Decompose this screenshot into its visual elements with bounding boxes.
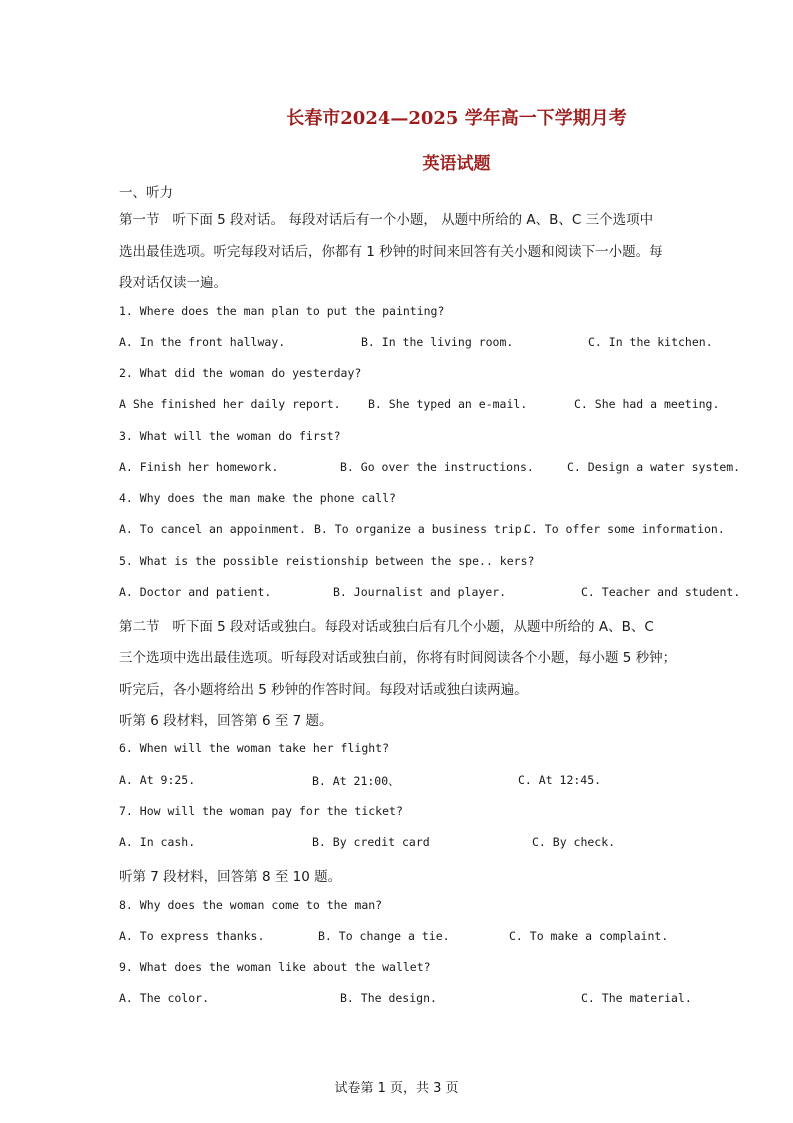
- question-3: 3. What will the woman do first?: [119, 429, 341, 443]
- option-4a: A. To cancel an appoinment.: [119, 522, 306, 536]
- material-6-label: 听第 6 段材料，回答第 6 至 7 题。: [119, 713, 333, 729]
- question-8: 8. Why does the woman come to the man?: [119, 898, 383, 912]
- option-7c: C. By check.: [532, 835, 616, 849]
- section1-instruction-line: 段对话仅读一遍。: [119, 275, 227, 291]
- question-4: 4. Why does the man make the phone call?: [119, 491, 396, 505]
- question-2: 2. What did the woman do yesterday?: [119, 366, 362, 380]
- option-3a: A. Finish her homework.: [119, 460, 279, 474]
- option-2a: A She finished her daily report.: [119, 397, 341, 411]
- option-9b: B. The design.: [340, 991, 437, 1005]
- material-7-label: 听第 7 段材料，回答第 8 至 10 题。: [119, 869, 342, 885]
- section2-instruction-line: 三个选项中选出最佳选项。听每段对话或独白前，你将有时间阅读各个小题，每小题 5 秒钟；: [119, 650, 677, 666]
- section1-instruction-line: 第一节 听下面 5 段对话。 每段对话后有一个小题， 从题中所给的 A、B、C 三个选项中: [119, 212, 654, 228]
- option-7b: B. By credit card: [312, 835, 430, 849]
- question-5: 5. What is the possible reistionship between the spe.. kers?: [119, 554, 535, 568]
- option-7a: A. In cash.: [119, 835, 196, 849]
- option-2b: B. She typed an e-mail.: [368, 397, 528, 411]
- option-1a: A. In the front hallway.: [119, 335, 286, 349]
- option-3b: B. Go over the instructions.: [340, 460, 534, 474]
- option-9c: C. The material.: [581, 991, 692, 1005]
- section2-instruction-line: 第二节 听下面 5 段对话或独白。每段对话或独白后有几个小题，从题中所给的 A、B、C: [119, 619, 654, 635]
- option-6b: B. At 21:00、: [312, 774, 400, 788]
- option-2c: C. She had a meeting.: [574, 397, 720, 411]
- option-6c: C. At 12:45.: [518, 773, 602, 787]
- option-8a: A. To express thanks.: [119, 929, 265, 943]
- section-heading-listening: 一、听力: [119, 185, 173, 201]
- page-footer: 试卷第 1 页，共 3 页: [334, 1081, 459, 1096]
- section2-instruction-line: 听完后，各小题将给出 5 秒钟的作答时间。每段对话或独白读两遍。: [119, 682, 528, 698]
- exam-title: 长春市2024—2025 学年高一下学期月考: [286, 108, 627, 129]
- option-3c: C. Design a water system.: [567, 460, 741, 474]
- option-5c: C. Teacher and student.: [581, 585, 741, 599]
- exam-subtitle: 英语试题: [422, 154, 491, 174]
- option-4c: C. To offer some information.: [524, 522, 725, 536]
- question-9: 9. What does the woman like about the wallet?: [119, 960, 431, 974]
- option-4b: B. To organize a business trip.: [314, 522, 529, 536]
- question-7: 7. How will the woman pay for the ticket?: [119, 804, 403, 818]
- option-5b: B. Journalist and player.: [333, 585, 507, 599]
- option-8b: B. To change a tie.: [318, 929, 450, 943]
- option-8c: C. To make a complaint.: [509, 929, 669, 943]
- question-6: 6. When will the woman take her flight?: [119, 741, 390, 755]
- option-6a: A. At 9:25.: [119, 773, 196, 787]
- option-1c: C. In the kitchen.: [588, 335, 713, 349]
- question-1: 1. Where does the man plan to put the painting?: [119, 304, 445, 318]
- option-9a: A. The color.: [119, 991, 210, 1005]
- option-5a: A. Doctor and patient.: [119, 585, 272, 599]
- option-1b: B. In the living room.: [361, 335, 514, 349]
- section1-instruction-line: 选出最佳选项。听完每段对话后，你都有 1 秒钟的时间来回答有关小题和阅读下一小题。每: [119, 244, 663, 260]
